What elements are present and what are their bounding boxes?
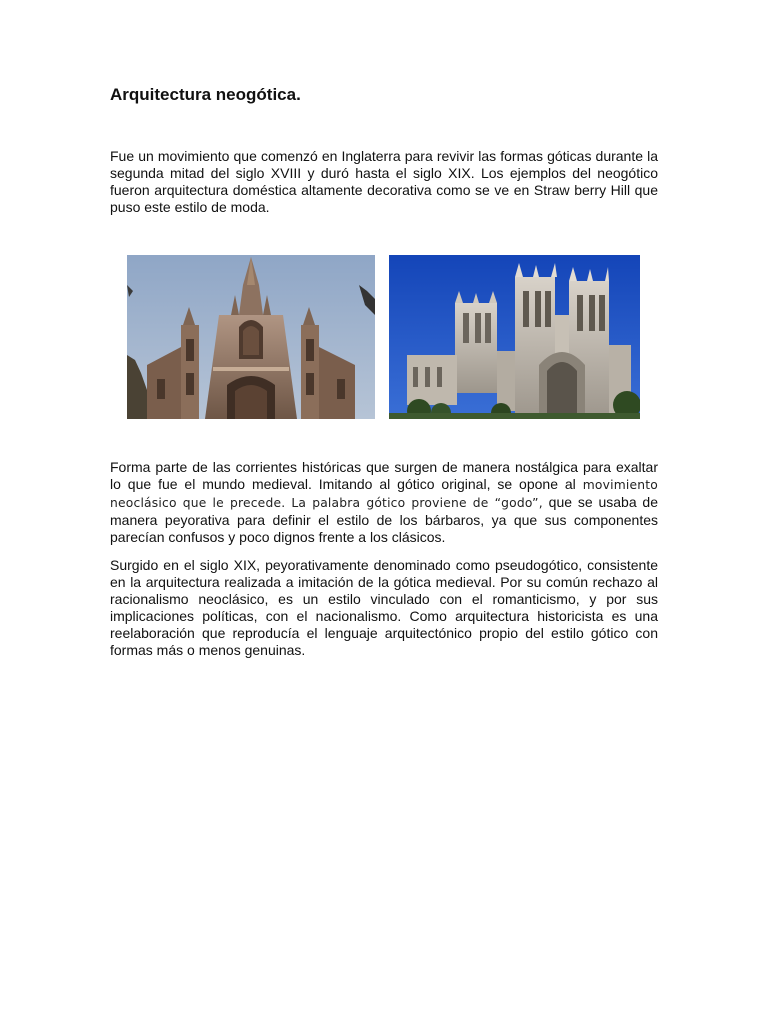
cathedral-photo: [389, 255, 640, 419]
paragraph-origin: Surgido en el siglo XIX, peyorativamente denominado como pseudogótico, consistente en la arquitectura realizada a imitación de la gótica medieval. Por su común rechazo al racionalismo neoclásico, es un estilo vinculado con el romanticismo, y por sus implicaciones políticas, con el nacionalismo. Como arquitectura historicista es una reelaboración que reproducía el lenguaje arquitectónico propio del estilo gótico con formas más o menos genuinas.: [110, 557, 658, 658]
paragraph-nostalgia: [110, 459, 658, 546]
paragraph-2-part-1: Forma parte de las corrientes históricas que surgen de manera nostálgica para exaltar lo que fue el mundo medieval. Imitando al gótico original, se opone al: [110, 459, 658, 492]
page-title: Arquitectura neogótica.: [110, 85, 301, 104]
paragraph-2-part-2: movimiento neoclásico que le precede. La palabra gótico proviene de “godo”,: [110, 478, 658, 510]
paragraph-2-part-3: que se usaba de manera peyorativa para definir el estilo de los bárbaros, ya que sus componentes parecían confusos y poco dignos frente a los clásicos.: [110, 494, 658, 545]
gothic-church-photo: [127, 255, 375, 419]
paragraph-intro: Fue un movimiento que comenzó en Inglaterra para revivir las formas góticas durante la segunda mitad del siglo XVIII y duró hasta el siglo XIX. Los ejemplos del neogótico fueron arquitectura doméstica altamente decorativa como se ve en Straw berry Hill que puso este estilo de moda.: [110, 148, 658, 215]
